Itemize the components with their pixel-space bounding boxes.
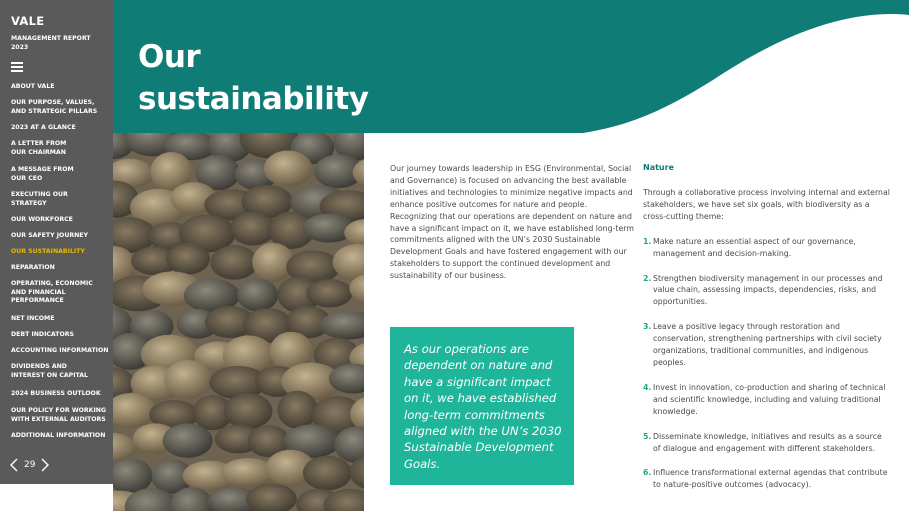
sidebar-item-net-income[interactable]: NET INCOME — [11, 315, 55, 322]
sidebar-item-message-ceo[interactable]: A MESSAGE FROM OUR CEO — [11, 166, 74, 182]
sidebar-item-workforce[interactable]: OUR WORKFORCE — [11, 216, 73, 223]
goal-number: 4. — [643, 382, 652, 392]
sidebar-item-business-outlook[interactable]: 2024 BUSINESS OUTLOOK — [11, 390, 101, 397]
chevron-right-icon[interactable] — [40, 458, 50, 472]
goal-text: Leave a positive legacy through restoration and conservation, strengthening partnerships with civil society organizations, traditional communities, and indigenous peoples. — [653, 322, 882, 367]
sidebar-item-safety-journey[interactable]: OUR SAFETY JOURNEY — [11, 232, 88, 239]
sidebar-item-sustainability[interactable]: OUR SUSTAINABILITY — [11, 248, 85, 255]
intro-paragraph: Our journey towards leadership in ESG (Environmental, Social and Governance) is focused on advancing the best available initiatives and technologies to minimize negative impacts and enhance positive outcomes for nature and people. Recognizing that our operations are dependent on nature and have a significant impact on it, we have established long-term commitments aligned with the UN’s 2030 Sustainable Development Goals and have fostered engagement with our stakeholders to support the continued development and sustainability of our business. — [390, 164, 634, 281]
goal-number: 6. — [643, 468, 652, 478]
sidebar-item-dividends[interactable]: DIVIDENDS AND INTEREST ON CAPITAL — [11, 363, 88, 379]
nature-section — [643, 163, 891, 504]
sidebar-item-2023-at-a-glance[interactable]: 2023 AT A GLANCE — [11, 124, 76, 131]
chevron-left-icon[interactable] — [9, 458, 19, 472]
sidebar-item-operating-performance[interactable]: OPERATING, ECONOMIC AND FINANCIAL PERFORMANCE — [11, 280, 93, 305]
goal-item — [643, 321, 891, 369]
goal-item — [643, 382, 891, 418]
sidebar-item-additional-information[interactable]: ADDITIONAL INFORMATION — [11, 432, 106, 439]
goal-number: 2. — [643, 273, 652, 283]
goal-item — [643, 273, 891, 309]
hamburger-menu-icon[interactable] — [11, 62, 23, 72]
goal-number: 3. — [643, 322, 652, 332]
ore-piles-photo — [113, 133, 364, 511]
sidebar-item-about-vale[interactable]: ABOUT VALE — [11, 83, 55, 90]
goal-number: 5. — [643, 431, 652, 441]
page-title: Our sustainability — [138, 39, 369, 117]
section-intro: Through a collaborative process involving internal and external stakeholders, we have set six goals, with biodiversity as a cross-cutting theme: — [643, 188, 890, 221]
sidebar-item-purpose[interactable]: OUR PURPOSE, VALUES, AND STRATEGIC PILLARS — [11, 99, 98, 115]
goal-item — [643, 431, 891, 455]
report-title: MANAGEMENT REPORT 2023 — [11, 35, 91, 51]
sidebar-item-executing-strategy[interactable]: EXECUTING OUR STRATEGY — [11, 191, 68, 207]
goal-item — [643, 467, 891, 491]
page-number: 29 — [24, 460, 36, 470]
sidebar-item-accounting-information[interactable]: ACCOUNTING INFORMATION — [11, 347, 109, 354]
goal-text: Invest in innovation, co-production and sharing of technical and scientific knowledge, including and valuing traditional knowledge. — [653, 382, 886, 416]
goal-text: Disseminate knowledge, initiatives and results as a source of dialogue and engagement with different stakeholders. — [653, 431, 882, 453]
goal-number: 1. — [643, 236, 652, 246]
sidebar — [0, 0, 113, 484]
goal-text: Influence transformational external agendas that contribute to nature-positive outcomes (advocacy). — [653, 468, 888, 490]
sidebar-item-external-auditors[interactable]: OUR POLICY FOR WORKING WITH EXTERNAL AUDITORS — [11, 407, 107, 423]
goal-text: Strengthen biodiversity management in our processes and value chain, assessing impacts, dependencies, risks, and opportunities. — [653, 273, 883, 307]
sidebar-item-debt-indicators[interactable]: DEBT INDICATORS — [11, 331, 74, 338]
section-heading: Nature — [643, 163, 674, 172]
brand-logo[interactable]: VALE — [11, 14, 45, 28]
page-navigator — [9, 458, 50, 472]
sidebar-item-letter-chairman[interactable]: A LETTER FROM OUR CHAIRMAN — [11, 140, 67, 156]
goal-item — [643, 236, 891, 260]
goal-text: Make nature an essential aspect of our governance, management and decision-making. — [653, 236, 856, 258]
pull-quote: As our operations are dependent on nature and have a significant impact on it, we have established long-term commitments aligned with the UN’s 2030 Sustainable Development Goals. — [390, 327, 574, 485]
sidebar-item-reparation[interactable]: REPARATION — [11, 264, 55, 271]
